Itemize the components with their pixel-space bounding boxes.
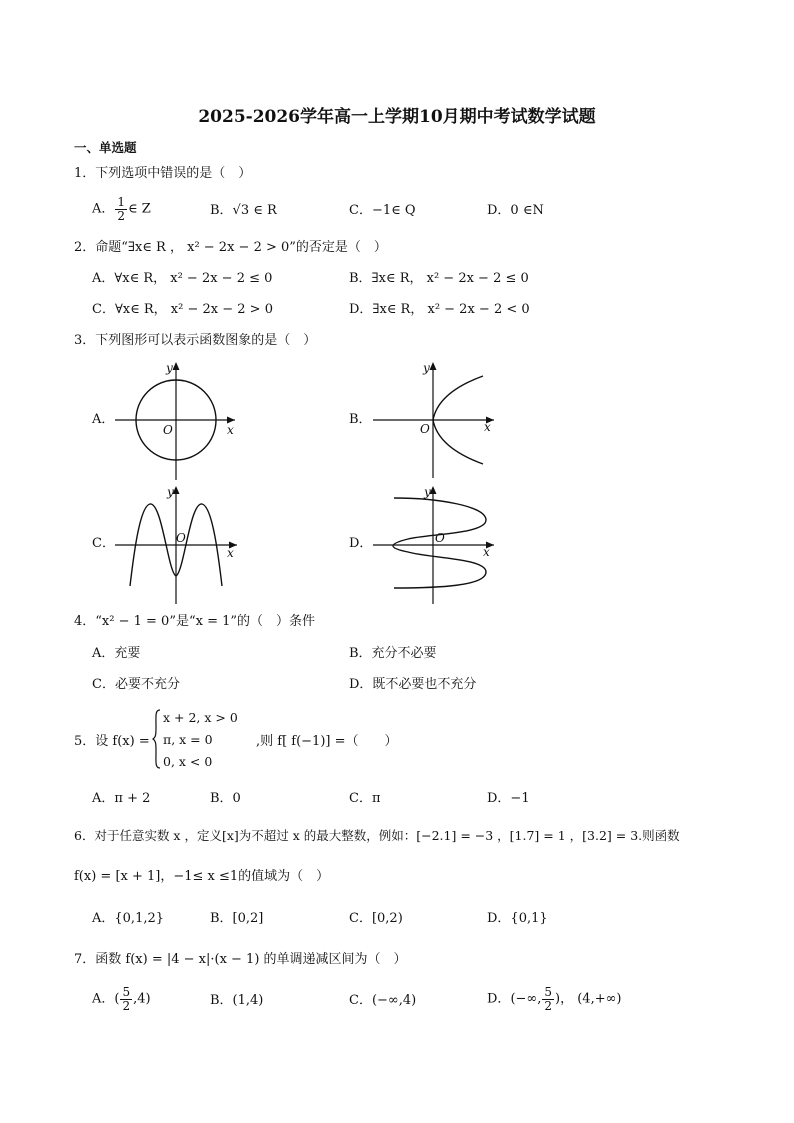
y-axis-label: y: [423, 361, 430, 375]
question-4-option-c: C．必要不充分: [92, 677, 180, 692]
question-3-option-b-label: B．: [349, 412, 372, 427]
piecewise-case-2: π, x = 0: [163, 732, 213, 747]
question-5-option-c: C．π: [349, 791, 381, 806]
question-5-option-b: B．0: [210, 791, 241, 806]
interval-open: (−∞,: [510, 991, 542, 1007]
piecewise-brace: [152, 708, 162, 770]
x-axis-label: x: [227, 423, 234, 437]
interval-close: ,4): [133, 991, 151, 1007]
origin-label: O: [176, 531, 186, 545]
piecewise-case-1: x + 2, x > 0: [163, 710, 238, 725]
brace-curve: [153, 710, 160, 768]
fraction-denominator: 2: [117, 208, 126, 223]
question-7-option-d: [487, 986, 622, 1012]
fraction-denominator: 2: [544, 998, 553, 1013]
fraction-denominator: 2: [122, 998, 131, 1013]
option-label: A．: [92, 201, 115, 217]
fraction-numerator: 1: [117, 195, 126, 209]
question-6-option-d: D．{0,1}: [487, 911, 548, 926]
fraction-numerator: 5: [544, 985, 553, 999]
question-5-option-a: A．π + 2: [92, 791, 151, 806]
graph-b-parabola: [368, 358, 503, 480]
option-text: ∈ Z: [128, 201, 151, 217]
question-3-stem: 3．下列图形可以表示函数图象的是（ ）: [74, 333, 317, 348]
question-1-option-d: D．0 ∈N: [487, 203, 544, 218]
question-7-option-b: B．(1,4): [210, 993, 264, 1008]
fraction: [120, 986, 132, 1012]
question-1-option-b: B．√3 ∈ R: [210, 203, 277, 218]
question-6-option-c: C．[0,2): [349, 911, 403, 926]
x-axis-label: x: [483, 545, 490, 559]
question-1-stem: 1．下列选项中错误的是（ ）: [74, 166, 252, 181]
page-title: 2025-2026学年高一上学期10月期中考试数学试题: [198, 107, 596, 127]
section-heading: 一、单选题: [74, 140, 137, 155]
origin-label: O: [420, 422, 430, 436]
option-label: D．: [487, 991, 511, 1007]
question-2-option-b: B．∃x∈ R， x² − 2x − 2 ≤ 0: [349, 271, 529, 286]
interval-open: (: [114, 991, 120, 1007]
question-4-stem: 4．“x² − 1 = 0”是“x = 1”的（ ）条件: [74, 614, 316, 629]
question-5-option-d: D．−1: [487, 791, 530, 806]
question-6-line-2: f(x) = [x + 1]，−1≤ x ≤1的值域为（ ）: [74, 869, 330, 884]
x-axis-label: x: [484, 420, 491, 434]
question-7-option-a: [92, 986, 151, 1012]
question-2-option-d: D．∃x∈ R， x² − 2x − 2 < 0: [349, 302, 530, 317]
question-3-option-c-label: C．: [92, 536, 115, 551]
question-2-option-a: A．∀x∈ R， x² − 2x − 2 ≤ 0: [92, 271, 273, 286]
question-5-tail: ,则 f[ f(−1)] =（ ）: [256, 734, 398, 749]
question-6-option-a: A．{0,1,2}: [92, 911, 165, 926]
question-6-option-b: B．[0,2]: [210, 911, 264, 926]
interval-close: )， (4,+∞): [555, 991, 622, 1007]
question-6-line-1: 6．对于任意实数 x ，定义[x]为不超过 x 的最大整数，例如：[−2.1] = −3 ，[1.7] = 1 ，[3.2] = 3.则函数: [74, 828, 680, 843]
fraction-numerator: 5: [122, 985, 131, 999]
question-4-option-a: A．充要: [92, 646, 141, 661]
question-1-option-a: [92, 196, 151, 222]
graph-a-circle: [110, 358, 245, 483]
fraction: [115, 196, 127, 222]
question-7-option-c: C．(−∞,4): [349, 993, 417, 1008]
graph-d-sideways-wave: [368, 482, 503, 606]
y-axis-arrow: [173, 362, 180, 370]
question-4-option-b: B．充分不必要: [349, 646, 437, 661]
question-5-lead: 5．设 f(x) =: [74, 734, 150, 749]
y-axis-label: y: [166, 361, 173, 375]
question-3-option-a-label: A．: [92, 412, 115, 427]
option-label: A．: [92, 991, 115, 1007]
graph-c-wave: [110, 482, 245, 606]
origin-label: O: [163, 423, 173, 437]
y-axis-label: y: [167, 485, 174, 499]
y-axis-arrow: [430, 362, 437, 370]
question-3-option-d-label: D．: [349, 536, 373, 551]
question-7-stem: 7．函数 f(x) = |4 − x|·(x − 1) 的单调递减区间为（ ）: [74, 952, 407, 967]
question-2-option-c: C．∀x∈ R， x² − 2x − 2 > 0: [92, 302, 273, 317]
fraction: [542, 986, 554, 1012]
origin-label: O: [435, 531, 445, 545]
question-4-option-d: D．既不必要也不充分: [349, 677, 477, 692]
piecewise-case-3: 0, x < 0: [163, 754, 213, 769]
x-axis-label: x: [227, 546, 234, 560]
y-axis-label: y: [424, 485, 431, 499]
question-1-option-c: C．−1∈ Q: [349, 203, 416, 218]
question-2-stem: 2．命题“∃x∈ R ， x² − 2x − 2 > 0”的否定是（ ）: [74, 240, 387, 255]
